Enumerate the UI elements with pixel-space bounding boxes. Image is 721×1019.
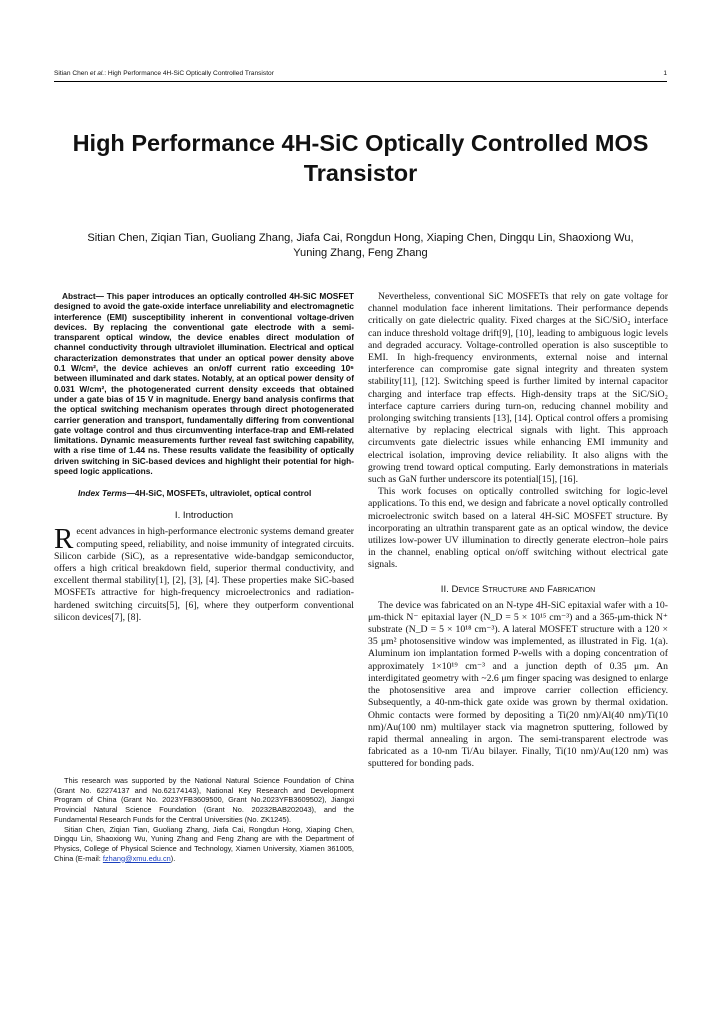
affiliation-note: Sitian Chen, Ziqian Tian, Guoliang Zhang, Jiafa Cai, Rongdun Hong, Xiaping Chen, Dingqu Lin, Shaoxiong Wu, Yuning Zhang and Feng Zhang are with the Department of Physics, College of Physical Science and Technology, Xiamen University, Xiamen 361005, China (E-mail: fzhang@xmu.edu.cn). xyxy=(54,824,354,863)
right-column xyxy=(368,291,668,771)
index-terms: Index Terms—4H-SiC, MOSFETs, ultraviolet, optical control xyxy=(78,488,312,499)
email-link[interactable]: fzhang@xmu.edu.cn xyxy=(102,853,171,863)
paper-title: High Performance 4H-SiC Optically Controlled MOS Transistor xyxy=(72,130,649,186)
right-paragraph-3: The device was fabricated on an N-type 4H-SiC epitaxial wafer with a 10-μm-thick N⁻ epitaxial layer (N_D = 5 × 10¹⁵ cm⁻³) and a 365-μm-thick N⁺ substrate (N_D = 5 × 10¹⁸ cm⁻³). A lateral MOSFET structure with a 120 × 35 μm² photosensitive window was implemented, as illustrated in Fig. 1(a). Aluminum ion implantation formed P-wells with a doping concentration of approximately 1×10¹⁹ cm⁻³ and a junction depth of 0.35 μm. An interdigitated geometry with ~2.6 μm finger spacing was designed to enlarge the photosensitive area and improve carrier collection efficiency. Subsequently, a 40-nm-thick gate oxide was grown by thermal oxidation. Ohmic contacts were formed by depositing a Ti(20 nm)/Al(40 nm)/Ti(10 nm)/Au(100 nm) multilayer stack via magnetron sputtering, followed by rapid thermal annealing in argon. The semi-transparent electrode was fabricated as a 10-nm Ti/Au bilayer. Finally, Ti(10 nm)/Au(120 nm) was sputtered for bonding pads. xyxy=(368,599,668,770)
page-number: 1 xyxy=(663,70,667,77)
funding-note: This research was supported by the National Natural Science Foundation of China (Grant No. 62274137 and No.62174143), National Key Research and Development Program of China (Grant No. 2023YFB3609500, Grant No.2023YFB3609502), Jiangxi Provincial Natural Science Foundation (Grant No. 20232BAB202043), and the Fundamental Research Funds for the Central Universities (No. ZK1245). xyxy=(54,776,354,824)
right-paragraph-2: This work focuses on optically controlled switching for logic-level applications. To this end, we design and fabricate a novel optically controlled microelectronic switch based on a lateral 4H-SiC MOSFET structure. By incorporating an ultrathin transparent gate as an optical window, the device utilizes low-power UV illumination to directly generate electron–hole pairs in the channel, enabling optical on/off switching without electrical gate signals. xyxy=(368,486,668,571)
running-head: Sitian Chen et al.: High Performance 4H-SiC Optically Controlled Transistor xyxy=(54,70,274,77)
footnote xyxy=(54,776,354,863)
running-header xyxy=(54,67,667,82)
section-heading-introduction: I. Introduction xyxy=(174,510,234,522)
left-column xyxy=(54,291,354,624)
abstract: Abstract— This paper introduces an optically controlled 4H-SiC MOSFET designed to avoid the gate-oxide interface unreliability and electromagnetic interference (EMI) susceptibility inherent in conventional voltage-driven devices. By replacing the conventional gate electrode with a semi-transparent optical window, the device enables direct modulation of channel conductivity through ultraviolet illumination. Electrical and optical characterization demonstrates that under an optical power density above 0.1 W/cm², the device achieves an on/off current ratio exceeding 10⁶ between illuminated and dark states. Notably, at an optical power density of 0.031 W/cm², the photogenerated current density exceeds that obtained under a gate bias of 15 V in magnitude. Energy band analysis confirms that the optical switching mechanism operates through direct photogenerated carrier generation and transport, fundamentally differing from conventional gate voltage control and thus circumventing interface-trap and EMI-related limitations. Dynamic measurements further reveal fast switching capability, with a rise time of 1.44 ns. These results validate the feasibility of optically driven switching in SiC-based devices and highlight their potential for high-speed logic applications. xyxy=(54,291,354,477)
section-introduction xyxy=(54,510,354,624)
drop-cap: R xyxy=(54,523,74,556)
author-list: Sitian Chen, Ziqian Tian, Guoliang Zhang, Jiafa Cai, Rongdun Hong, Xiaping Chen, Dingqu Lin, Shaoxiong Wu, Yuning Zhang, Feng Zhang xyxy=(87,232,634,259)
section-heading-device-structure: II. Device Structure and Fabrication xyxy=(440,583,596,595)
intro-paragraph: Recent advances in high-performance electronic systems demand greater computing speed, reliability, and noise immunity of integrated circuits. Silicon carbide (SiC), as a representative wide-bandgap semiconductor, offers a high critical breakdown field, superior thermal conductivity, and excellent thermal stability[1], [2], [3], [4]. These properties make SiC-based MOSFETs attractive for high-frequency microelectronics and radiation-hardened switching circuits[5], [6], where they outperform conventional silicon devices[7], [8]. xyxy=(54,523,354,623)
right-paragraph-1: Nevertheless, conventional SiC MOSFETs that rely on gate voltage for channel modulation face inherent limitations. Their performance depends critically on gate dielectric quality. Fixed charges at the SiC/SiO₂ interface can induce threshold voltage drift[9], [10], leading to ambiguous logic levels and degraded accuracy. Voltage-controlled operation is also susceptible to EMI. In high-frequency environments, external noise and internal interference can compromise gate signal integrity and threaten system stability[11], [12]. Switching speed is further limited by internal capacitor charging and interface trap effects. High-density traps at the SiC/SiO₂ interface capture carriers during turn-on, reducing channel mobility and prolonging switching transients [13], [14]. Optical control offers a promising alternative by replacing electrical signals with light. This approach circumvents gate dielectric issues while enhancing EMI immunity and electrical isolation, improving device reliability. It also aligns with the growing trend toward optical computing. Early demonstrations in materials such as GaN further underscore its potential[15], [16]. xyxy=(368,291,668,486)
